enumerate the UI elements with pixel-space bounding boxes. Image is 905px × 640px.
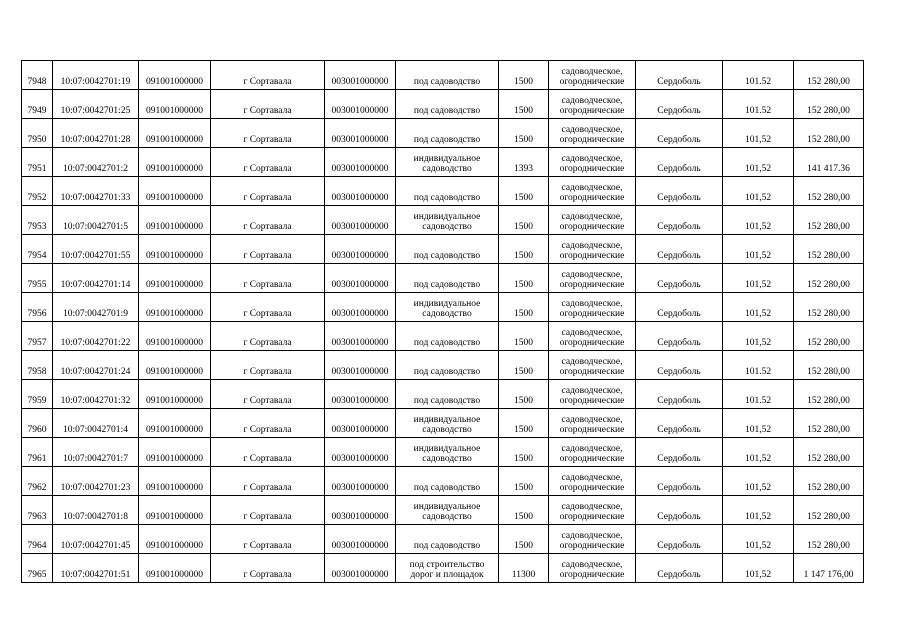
cell-land-use-type: садоводческое, огороднические xyxy=(549,235,636,264)
cell-cadastral-value: 152 280,00 xyxy=(794,206,864,235)
cell-okato-code: 003001000000 xyxy=(325,90,396,119)
cell-tax-rate: 101,52 xyxy=(723,177,794,206)
cell-territory-name: Сердоболь xyxy=(636,177,723,206)
cell-oktmo-code: 091001000000 xyxy=(139,438,211,467)
cell-okato-code: 003001000000 xyxy=(325,554,396,583)
cell-oktmo-code: 091001000000 xyxy=(139,177,211,206)
cell-row-number: 7950 xyxy=(22,119,53,148)
cell-settlement: г Сортавала xyxy=(211,525,325,554)
cell-territory-name: Сердоболь xyxy=(636,380,723,409)
cell-permitted-use: под строительство дорог и площадок xyxy=(396,554,499,583)
cell-land-use-type: садоводческое, огороднические xyxy=(549,438,636,467)
cell-settlement: г Сортавала xyxy=(211,322,325,351)
cell-row-number: 7951 xyxy=(22,148,53,177)
cell-area: 1500 xyxy=(499,235,549,264)
cell-permitted-use: под садоводство xyxy=(396,235,499,264)
cell-territory-name: Сердоболь xyxy=(636,235,723,264)
cell-settlement: г Сортавала xyxy=(211,119,325,148)
table-row xyxy=(22,525,864,554)
cell-oktmo-code: 091001000000 xyxy=(139,61,211,90)
cell-oktmo-code: 091001000000 xyxy=(139,264,211,293)
cell-row-number: 7958 xyxy=(22,351,53,380)
cell-cadastral-number: 10:07:0042701:25 xyxy=(53,90,139,119)
cell-cadastral-value: 152 280,00 xyxy=(794,380,864,409)
cell-okato-code: 003001000000 xyxy=(325,351,396,380)
table-row xyxy=(22,322,864,351)
cell-permitted-use: под садоводство xyxy=(396,351,499,380)
table-row xyxy=(22,177,864,206)
cell-tax-rate: 101,52 xyxy=(723,235,794,264)
cell-permitted-use: индивидуальное садоводство xyxy=(396,206,499,235)
cell-cadastral-value: 152 280,00 xyxy=(794,438,864,467)
table-row xyxy=(22,409,864,438)
cell-oktmo-code: 091001000000 xyxy=(139,380,211,409)
cell-settlement: г Сортавала xyxy=(211,409,325,438)
cell-tax-rate: 101,52 xyxy=(723,148,794,177)
cell-permitted-use: под садоводство xyxy=(396,467,499,496)
cell-settlement: г Сортавала xyxy=(211,235,325,264)
cell-cadastral-number: 10:07:0042701:5 xyxy=(53,206,139,235)
cell-tax-rate: 101,52 xyxy=(723,322,794,351)
cell-row-number: 7962 xyxy=(22,467,53,496)
cell-land-use-type: садоводческое, огороднические xyxy=(549,61,636,90)
cell-tax-rate: 101.52 xyxy=(723,380,794,409)
cell-okato-code: 003001000000 xyxy=(325,119,396,148)
table-row xyxy=(22,380,864,409)
cell-cadastral-value: 141 417.36 xyxy=(794,148,864,177)
cell-row-number: 7961 xyxy=(22,438,53,467)
cell-area: 1500 xyxy=(499,380,549,409)
cell-tax-rate: 101.52 xyxy=(723,90,794,119)
cell-settlement: г Сортавала xyxy=(211,496,325,525)
cell-okato-code: 003001000000 xyxy=(325,525,396,554)
cell-cadastral-number: 10:07:0042701:24 xyxy=(53,351,139,380)
cell-land-use-type: садоводческое, огороднические xyxy=(549,409,636,438)
cell-land-use-type: садоводческое, огороднические xyxy=(549,177,636,206)
cell-territory-name: Сердоболь xyxy=(636,438,723,467)
cell-cadastral-number: 10:07:0042701:7 xyxy=(53,438,139,467)
cell-settlement: г Сортавала xyxy=(211,148,325,177)
cell-land-use-type: садоводческое, огороднические xyxy=(549,496,636,525)
cell-land-use-type: садоводческое, огороднические xyxy=(549,554,636,583)
cell-oktmo-code: 091001000000 xyxy=(139,119,211,148)
cell-cadastral-number: 10:07:0042701:55 xyxy=(53,235,139,264)
cell-oktmo-code: 091001000000 xyxy=(139,148,211,177)
cell-permitted-use: индивидуальное садоводство xyxy=(396,293,499,322)
cell-row-number: 7948 xyxy=(22,61,53,90)
cell-permitted-use: индивидуальное садоводство xyxy=(396,148,499,177)
cell-land-use-type: садоводческое, огороднические xyxy=(549,467,636,496)
land-plots-table xyxy=(21,60,864,583)
cell-area: 1500 xyxy=(499,177,549,206)
cell-territory-name: Сердоболь xyxy=(636,61,723,90)
cell-territory-name: Сердоболь xyxy=(636,119,723,148)
cell-tax-rate: 101.52 xyxy=(723,61,794,90)
cell-settlement: г Сортавала xyxy=(211,90,325,119)
cell-area: 1500 xyxy=(499,264,549,293)
cell-row-number: 7959 xyxy=(22,380,53,409)
cell-okato-code: 003001000000 xyxy=(325,293,396,322)
cell-area: 1500 xyxy=(499,322,549,351)
cell-territory-name: Сердоболь xyxy=(636,148,723,177)
cell-permitted-use: под садоводство xyxy=(396,380,499,409)
cell-row-number: 7957 xyxy=(22,322,53,351)
cell-tax-rate: 101,52 xyxy=(723,467,794,496)
cell-okato-code: 003001000000 xyxy=(325,177,396,206)
cell-oktmo-code: 091001000000 xyxy=(139,554,211,583)
cell-cadastral-value: 152 280,00 xyxy=(794,61,864,90)
cell-land-use-type: садоводческое, огороднические xyxy=(549,119,636,148)
cell-area: 1500 xyxy=(499,293,549,322)
cell-settlement: г Сортавала xyxy=(211,380,325,409)
cell-settlement: г Сортавала xyxy=(211,438,325,467)
cell-territory-name: Сердоболь xyxy=(636,554,723,583)
cell-permitted-use: под садоводство xyxy=(396,90,499,119)
cell-area: 11300 xyxy=(499,554,549,583)
cell-cadastral-number: 10:07:0042701:32 xyxy=(53,380,139,409)
cell-permitted-use: под садоводство xyxy=(396,177,499,206)
cell-tax-rate: 101,52 xyxy=(723,554,794,583)
cell-tax-rate: 101,52 xyxy=(723,409,794,438)
cell-territory-name: Сердоболь xyxy=(636,496,723,525)
cell-settlement: г Сортавала xyxy=(211,177,325,206)
cell-area: 1500 xyxy=(499,90,549,119)
cell-territory-name: Сердоболь xyxy=(636,293,723,322)
cell-cadastral-number: 10:07:0042701:33 xyxy=(53,177,139,206)
cell-tax-rate: 101,52 xyxy=(723,264,794,293)
cell-land-use-type: садоводческое, огороднические xyxy=(549,322,636,351)
table-row xyxy=(22,235,864,264)
cell-okato-code: 003001000000 xyxy=(325,409,396,438)
cell-row-number: 7952 xyxy=(22,177,53,206)
cell-land-use-type: садоводческое, огороднические xyxy=(549,148,636,177)
table-row xyxy=(22,264,864,293)
cell-settlement: г Сортавала xyxy=(211,293,325,322)
cell-permitted-use: под садоводство xyxy=(396,119,499,148)
cell-cadastral-value: 152 280,00 xyxy=(794,293,864,322)
table-row xyxy=(22,90,864,119)
cell-cadastral-number: 10:07:0042701:28 xyxy=(53,119,139,148)
cell-permitted-use: под садоводство xyxy=(396,61,499,90)
cell-permitted-use: индивидуальное садоводство xyxy=(396,496,499,525)
cell-cadastral-value: 152 280,00 xyxy=(794,119,864,148)
cell-okato-code: 003001000000 xyxy=(325,148,396,177)
table-row xyxy=(22,554,864,583)
cell-cadastral-value: 152 280,00 xyxy=(794,90,864,119)
cell-tax-rate: 101,52 xyxy=(723,119,794,148)
cell-okato-code: 003001000000 xyxy=(325,61,396,90)
cell-cadastral-number: 10:07:0042701:14 xyxy=(53,264,139,293)
table-row xyxy=(22,148,864,177)
cell-oktmo-code: 091001000000 xyxy=(139,467,211,496)
cell-okato-code: 003001000000 xyxy=(325,264,396,293)
cell-cadastral-value: 152 280,00 xyxy=(794,322,864,351)
cell-cadastral-number: 10:07:0042701:45 xyxy=(53,525,139,554)
cell-cadastral-number: 10:07:0042701:23 xyxy=(53,467,139,496)
table-row xyxy=(22,496,864,525)
cell-territory-name: Сердоболь xyxy=(636,206,723,235)
cell-oktmo-code: 091001000000 xyxy=(139,235,211,264)
cell-oktmo-code: 091001000000 xyxy=(139,525,211,554)
cell-cadastral-value: 152 280,00 xyxy=(794,496,864,525)
cell-territory-name: Сердоболь xyxy=(636,351,723,380)
cell-permitted-use: под садоводство xyxy=(396,322,499,351)
cell-cadastral-number: 10:07:0042701:51 xyxy=(53,554,139,583)
cell-territory-name: Сердоболь xyxy=(636,467,723,496)
table-row xyxy=(22,293,864,322)
cell-oktmo-code: 091001000000 xyxy=(139,206,211,235)
cell-area: 1500 xyxy=(499,119,549,148)
cell-cadastral-number: 10:07:0042701:8 xyxy=(53,496,139,525)
cell-row-number: 7964 xyxy=(22,525,53,554)
cell-land-use-type: садоводческое, огороднические xyxy=(549,293,636,322)
cell-okato-code: 003001000000 xyxy=(325,235,396,264)
table-row xyxy=(22,467,864,496)
cell-tax-rate: 101,52 xyxy=(723,206,794,235)
cell-okato-code: 003001000000 xyxy=(325,380,396,409)
cell-land-use-type: садоводческое, огороднические xyxy=(549,206,636,235)
cell-territory-name: Сердоболь xyxy=(636,264,723,293)
table-row xyxy=(22,119,864,148)
table-row xyxy=(22,438,864,467)
cell-oktmo-code: 091001000000 xyxy=(139,293,211,322)
cell-area: 1500 xyxy=(499,61,549,90)
cell-settlement: г Сортавала xyxy=(211,554,325,583)
cell-row-number: 7960 xyxy=(22,409,53,438)
cell-land-use-type: садоводческое, огороднические xyxy=(549,525,636,554)
cell-cadastral-value: 152 280,00 xyxy=(794,264,864,293)
cell-row-number: 7963 xyxy=(22,496,53,525)
cell-area: 1500 xyxy=(499,496,549,525)
cell-row-number: 7956 xyxy=(22,293,53,322)
cell-row-number: 7954 xyxy=(22,235,53,264)
cell-area: 1500 xyxy=(499,438,549,467)
cell-okato-code: 003001000000 xyxy=(325,206,396,235)
cell-settlement: г Сортавала xyxy=(211,351,325,380)
cell-permitted-use: под садоводство xyxy=(396,264,499,293)
cell-territory-name: Сердоболь xyxy=(636,322,723,351)
cell-permitted-use: индивидуальное садоводство xyxy=(396,409,499,438)
cell-okato-code: 003001000000 xyxy=(325,438,396,467)
cell-permitted-use: под садоводство xyxy=(396,525,499,554)
cell-permitted-use: индивидуальное садоводство xyxy=(396,438,499,467)
cell-oktmo-code: 091001000000 xyxy=(139,322,211,351)
cell-okato-code: 003001000000 xyxy=(325,496,396,525)
cell-oktmo-code: 091001000000 xyxy=(139,90,211,119)
cell-oktmo-code: 091001000000 xyxy=(139,409,211,438)
table-row xyxy=(22,206,864,235)
table-row xyxy=(22,61,864,90)
cell-settlement: г Сортавала xyxy=(211,264,325,293)
cell-cadastral-number: 10:07:0042701:9 xyxy=(53,293,139,322)
cell-area: 1500 xyxy=(499,409,549,438)
cell-area: 1500 xyxy=(499,351,549,380)
cell-cadastral-value: 1 147 176,00 xyxy=(794,554,864,583)
cell-tax-rate: 101,52 xyxy=(723,438,794,467)
cell-cadastral-value: 152 280,00 xyxy=(794,525,864,554)
cell-area: 1500 xyxy=(499,525,549,554)
cell-territory-name: Сердоболь xyxy=(636,525,723,554)
cell-okato-code: 003001000000 xyxy=(325,322,396,351)
cell-oktmo-code: 091001000000 xyxy=(139,351,211,380)
cell-territory-name: Сердоболь xyxy=(636,409,723,438)
cell-cadastral-number: 10:07:0042701:19 xyxy=(53,61,139,90)
table-row xyxy=(22,351,864,380)
cell-cadastral-number: 10:07:0042701:4 xyxy=(53,409,139,438)
cell-settlement: г Сортавала xyxy=(211,206,325,235)
cell-land-use-type: садоводческое, огороднические xyxy=(549,264,636,293)
cell-row-number: 7955 xyxy=(22,264,53,293)
cell-cadastral-value: 152 280,00 xyxy=(794,177,864,206)
cell-territory-name: Сердоболь xyxy=(636,90,723,119)
cell-tax-rate: 101.52 xyxy=(723,351,794,380)
cell-land-use-type: садоводческое, огороднические xyxy=(549,90,636,119)
cell-cadastral-number: 10:07:0042701:22 xyxy=(53,322,139,351)
cell-cadastral-value: 152 280,00 xyxy=(794,351,864,380)
cell-cadastral-value: 152 280,00 xyxy=(794,409,864,438)
cell-oktmo-code: 091001000000 xyxy=(139,496,211,525)
cell-area: 1500 xyxy=(499,206,549,235)
cell-settlement: г Сортавала xyxy=(211,467,325,496)
cell-okato-code: 003001000000 xyxy=(325,467,396,496)
table-body xyxy=(22,61,864,583)
cell-cadastral-value: 152 280,00 xyxy=(794,467,864,496)
cell-row-number: 7949 xyxy=(22,90,53,119)
cell-tax-rate: 101,52 xyxy=(723,496,794,525)
cell-area: 1500 xyxy=(499,467,549,496)
cell-cadastral-number: 10:07:0042701:2 xyxy=(53,148,139,177)
cell-tax-rate: 101,52 xyxy=(723,293,794,322)
cell-land-use-type: садоводческое, огороднические xyxy=(549,351,636,380)
cell-settlement: г Сортавала xyxy=(211,61,325,90)
cell-land-use-type: садоводческое, огороднические xyxy=(549,380,636,409)
cell-row-number: 7965 xyxy=(22,554,53,583)
cell-tax-rate: 101,52 xyxy=(723,525,794,554)
cell-row-number: 7953 xyxy=(22,206,53,235)
cell-cadastral-value: 152 280,00 xyxy=(794,235,864,264)
cell-area: 1393 xyxy=(499,148,549,177)
